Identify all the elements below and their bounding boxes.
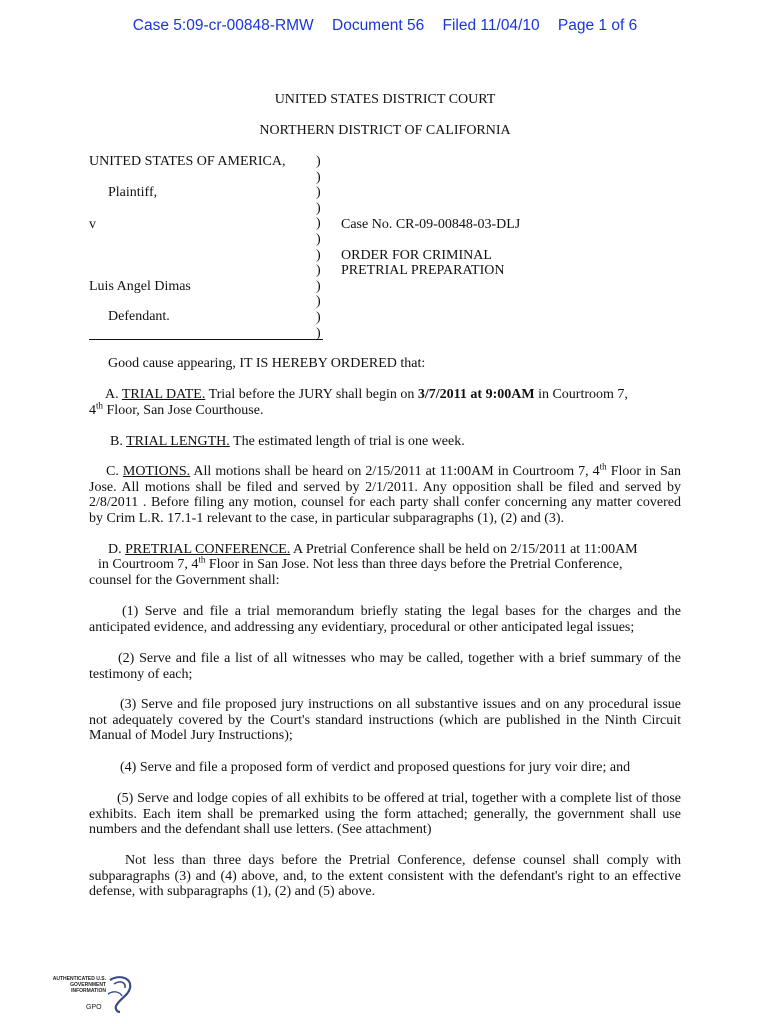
versus-label: v [89, 217, 96, 232]
section-a-heading: TRIAL DATE. [121, 387, 206, 402]
item-2: (2) Serve and file a list of all witnesses who may be called, together with a brief summary of the testimony of each; [89, 651, 681, 682]
item-1: (1) Serve and file a trial memorandum briefly stating the legal bases for the charges and the anticipated evidence, and addressing any evidentiary, procedural or other anticipated legal issues; [89, 604, 681, 635]
caption-rule [89, 339, 323, 340]
section-d-line1: D. PRETRIAL CONFERENCE. A Pretrial Conference shall be held on 2/15/2011 at 11:00AM [108, 542, 638, 557]
trial-date: 3/7/2011 at 9:00AM [417, 387, 535, 402]
document-number: Document 56 [332, 17, 425, 34]
section-a-line1: A. TRIAL DATE. Trial before the JURY shall begin on 3/7/2011 at 9:00AM in Courtroom 7, [105, 387, 628, 402]
intro-text: Good cause appearing, IT IS HEREBY ORDERED that: [108, 356, 426, 371]
item-3: (3) Serve and file proposed jury instructions on all substantive issues and on any procedural issue not adequately covered by the Court's standard instructions (which are published in the Ninth Circuit Manual of Model Jury Instructions); [89, 697, 681, 743]
section-d-line3: counsel for the Government shall: [89, 573, 280, 588]
court-district: NORTHERN DISTRICT OF CALIFORNIA [259, 123, 511, 138]
page-indicator: Page 1 of 6 [557, 17, 638, 34]
case-number: Case No. CR-09-00848-03-DLJ [341, 217, 521, 232]
order-title-line2: PRETRIAL PREPARATION [341, 263, 505, 278]
gpo-eagle-icon [106, 974, 136, 1014]
order-title-line1: ORDER FOR CRIMINAL [341, 248, 492, 263]
court-name: UNITED STATES DISTRICT COURT [274, 92, 496, 107]
filing-header [0, 17, 770, 35]
section-a-line2: 4th Floor, San Jose Courthouse. [89, 400, 264, 418]
item-4: (4) Serve and file a proposed form of verdict and proposed questions for jury voir dire; and [120, 760, 631, 775]
section-c: C. MOTIONS. All motions shall be heard on 2/15/2011 at 11:00AM in Courtroom 7, 4th Floor in San Jose. All motions shall be filed and served by 2/1/2011. Any opposition shall be filed and served by 2/8/2011 . Before filing any motion, counsel for each party shall confer concerning any matter covered by Crim L.R. 17.1-1 relevant to the case, in particular subparagraphs (1), (2) and (3). [89, 461, 681, 526]
section-c-heading: MOTIONS. [122, 464, 191, 479]
item-5: (5) Serve and lodge copies of all exhibits to be offered at trial, together with a complete list of those exhibits. Each item shall be premarked using the form attached; generally, the government shall use numbers and the defendant shall use letters. (See attachment) [89, 791, 681, 837]
plaintiff-label: Plaintiff, [108, 185, 158, 200]
seal-gpo: GPO [86, 1004, 102, 1011]
filed-date: Filed 11/04/10 [442, 17, 540, 34]
caption-parentheses: ) ) ) ) ) ) ) ) ) ) ) ) [316, 154, 321, 341]
section-b-heading: TRIAL LENGTH. [126, 434, 230, 449]
section-b: B. TRIAL LENGTH. The estimated length of trial is one week. [110, 434, 465, 449]
seal-text: AUTHENTICATED U.S. GOVERNMENT INFORMATION [52, 976, 106, 994]
plaintiff-name: UNITED STATES OF AMERICA, [89, 154, 286, 169]
defendant-name: Luis Angel Dimas [89, 279, 191, 294]
defense-paragraph: Not less than three days before the Pretrial Conference, defense counsel shall comply with subparagraphs (3) and (4) above, and, to the extent consistent with the defendant's right to an effective defense, with subparagraphs (1), (2) and (5) above. [89, 853, 681, 899]
section-d-line2: in Courtroom 7, 4th Floor in San Jose. Not less than three days before the Pretrial Conference, [98, 554, 623, 572]
gpo-authentication-seal [44, 974, 134, 1014]
case-number-header: Case 5:09-cr-00848-RMW [132, 17, 314, 34]
section-d-heading: PRETRIAL CONFERENCE. [125, 542, 291, 557]
defendant-label: Defendant. [108, 309, 170, 324]
